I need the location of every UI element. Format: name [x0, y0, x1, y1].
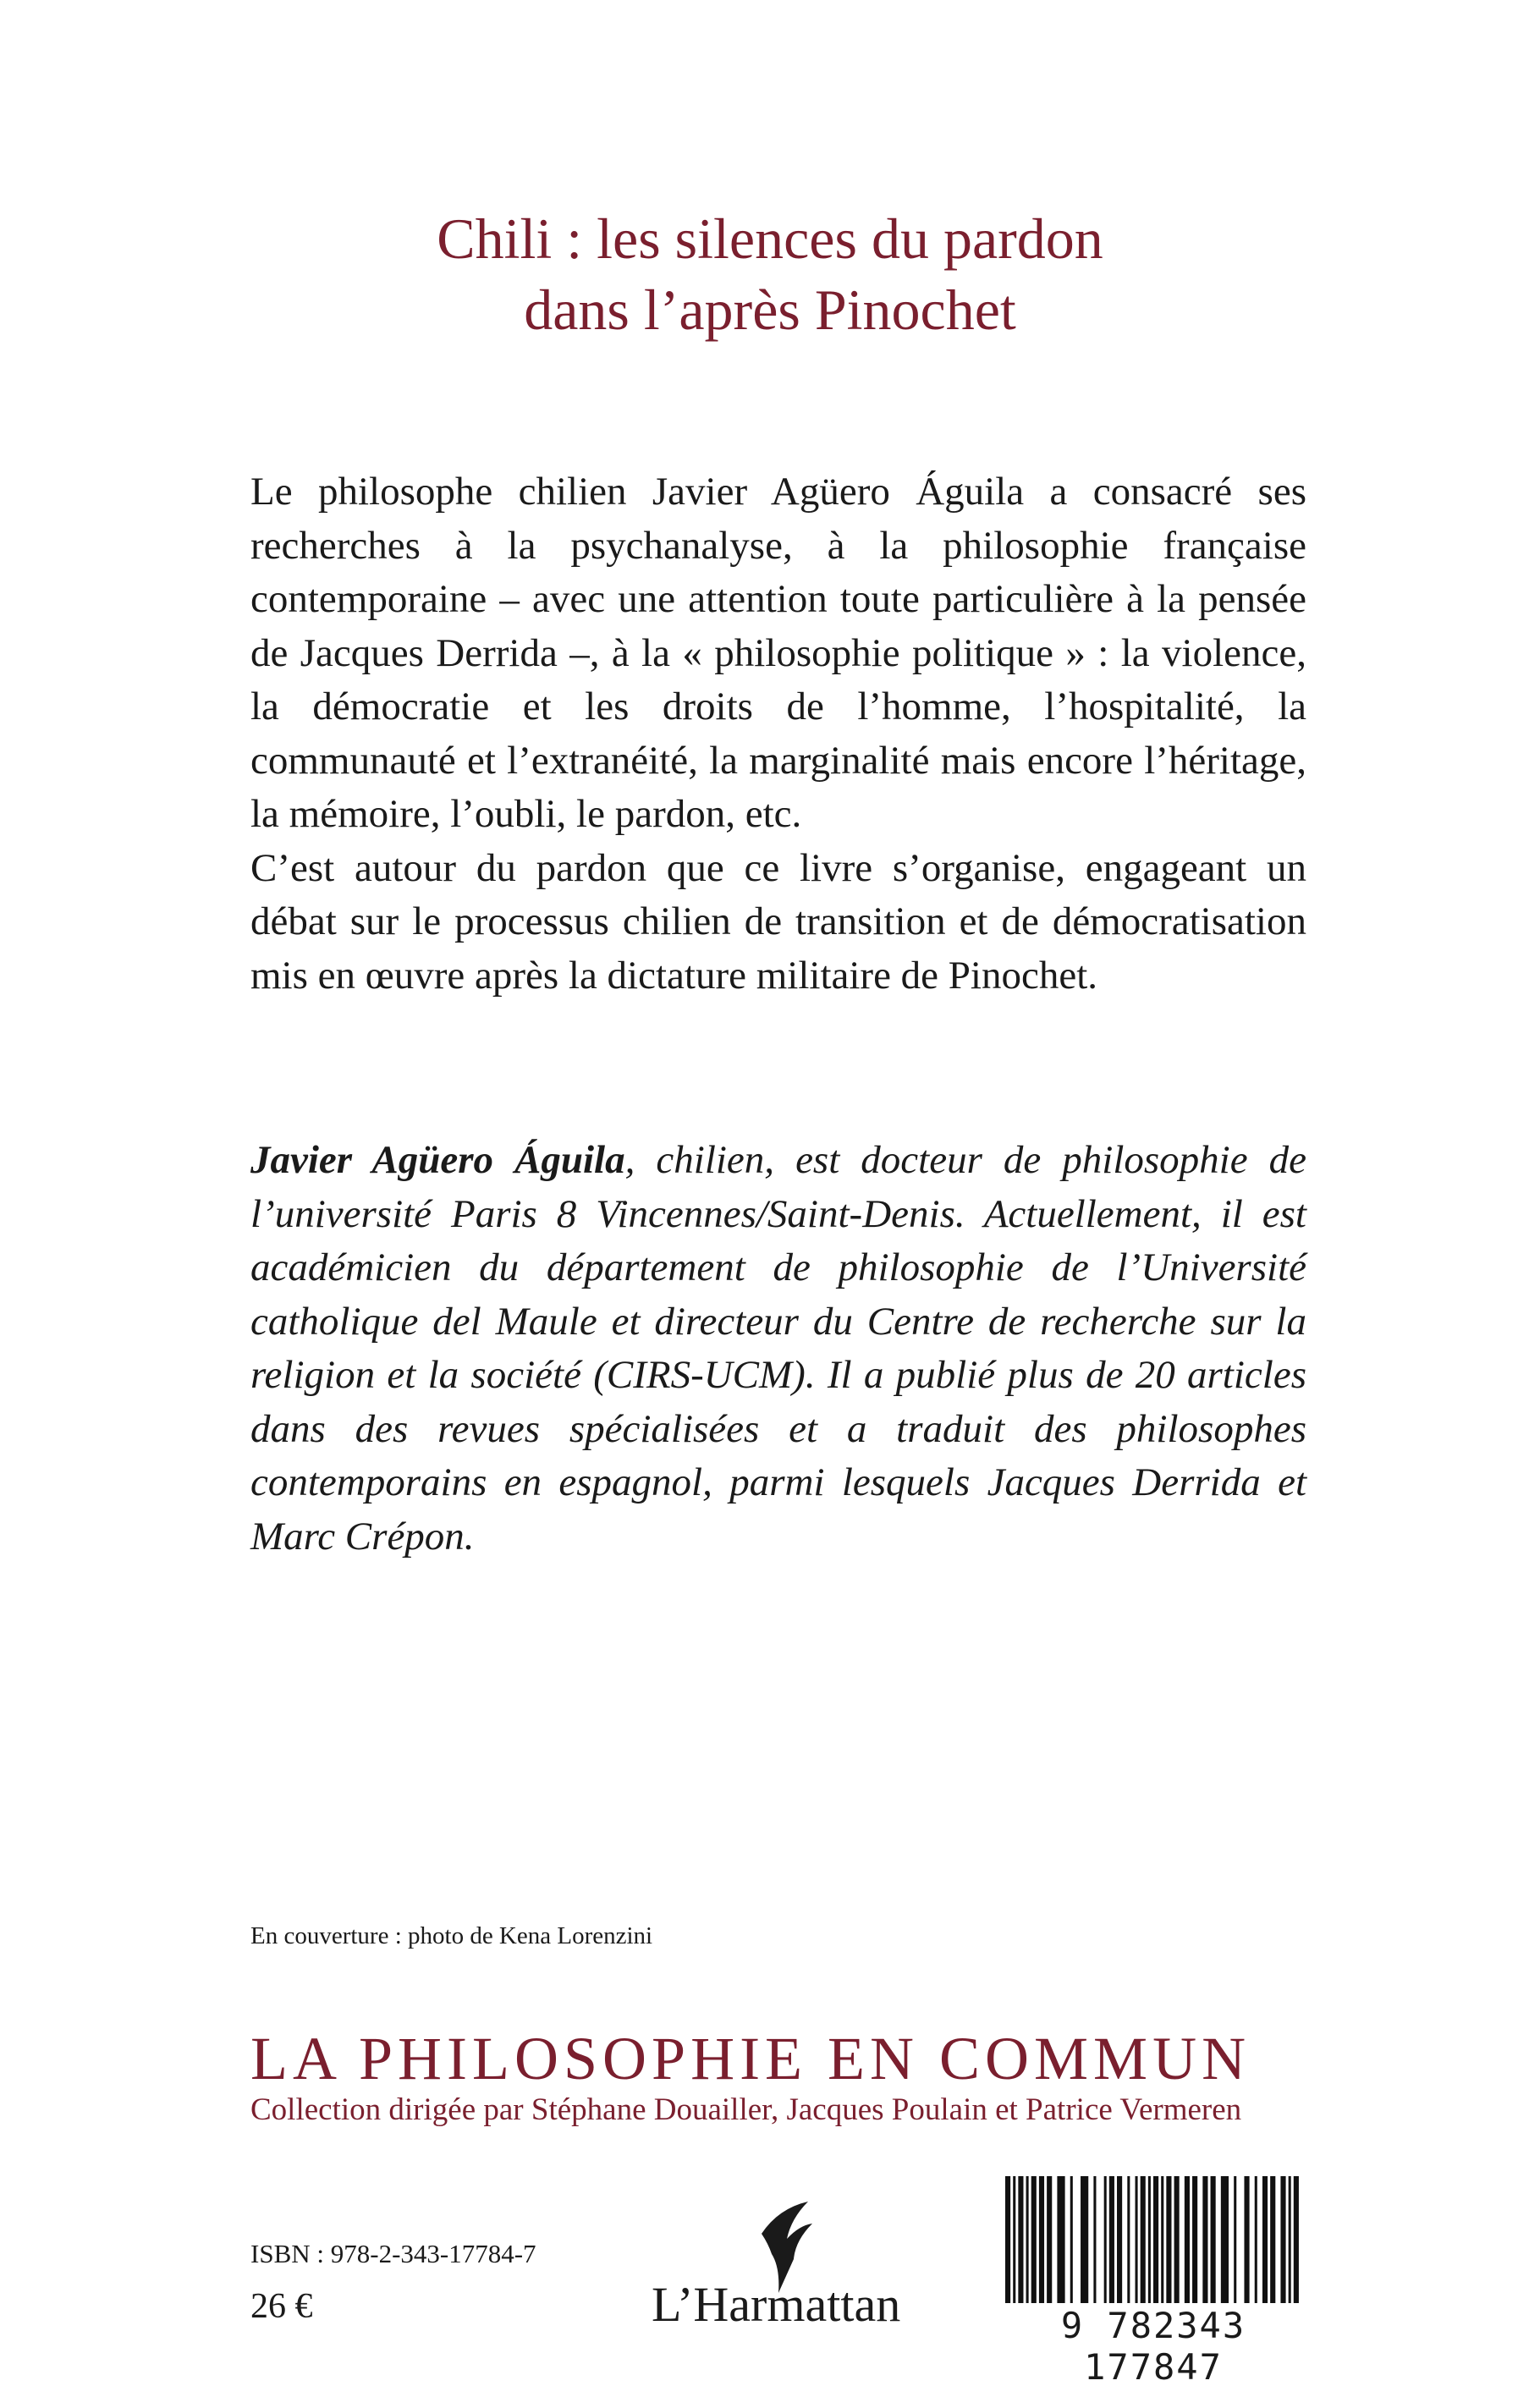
barcode-bar [1117, 2176, 1122, 2303]
summary-paragraph-1: Le philosophe chilien Javier Agüero Águila a consacré ses recherches à la psychanalyse, à la philosophie française contemporaine – avec une attention toute particulière à la pensée de Jacques Derrida –, à la « philosophie politique » : la violence, la démocratie et les droits de l’homme, l’hospitalité, la communauté et l’extranéité, la marginalité mais encore l’héritage, la mémoire, l’oubli, le pardon, etc. [250, 470, 1306, 836]
cover-credit: En couverture : photo de Kena Lorenzini [250, 1922, 653, 1949]
barcode-bar [1026, 2176, 1029, 2303]
barcode-bar [1039, 2176, 1044, 2303]
barcode-bar [1174, 2176, 1180, 2303]
barcode-bar [1185, 2176, 1190, 2303]
barcode-bar [1262, 2176, 1268, 2303]
summary-paragraph-2: C’est autour du pardon que ce livre s’organise, engageant un débat sur le processus chilien de transition et de démocratisation mis en œuvre après la dictature militaire de Pinochet. [250, 845, 1306, 998]
book-summary [250, 465, 1306, 1003]
barcode-bar [1031, 2176, 1037, 2303]
barcode-bar [1234, 2176, 1236, 2303]
barcode-bar [1270, 2176, 1275, 2303]
price: 26 € [250, 2287, 313, 2326]
barcode-bar [1153, 2176, 1158, 2303]
barcode-bar [1255, 2176, 1257, 2303]
barcode-bar [1070, 2176, 1073, 2303]
publisher-logo [652, 2200, 905, 2335]
publisher-name: L’Harmattan [652, 2277, 901, 2332]
barcode-bar [1013, 2176, 1015, 2303]
collection-title: LA PHILOSOPHIE EN COMMUN [250, 2025, 1251, 2092]
barcode-bar [1294, 2176, 1299, 2303]
barcode-bar [1192, 2176, 1197, 2303]
barcode-bar [1221, 2176, 1229, 2303]
barcode-digits: 9 782343 177847 [1060, 2305, 1246, 2388]
author-name: Javier Agüero Águila [250, 1138, 625, 1182]
barcode-bars [988, 2176, 1318, 2303]
barcode-bar [1005, 2176, 1010, 2303]
barcode-bar [1166, 2176, 1171, 2303]
barcode-bar [1148, 2176, 1151, 2303]
barcode-bar [1109, 2176, 1114, 2303]
barcode-bar [1018, 2176, 1023, 2303]
barcode-bar [1093, 2176, 1096, 2303]
barcode-bar [1127, 2176, 1130, 2303]
book-title-line-2: dans l’après Pinochet [524, 278, 1016, 342]
book-title-line-1: Chili : les silences du pardon [437, 206, 1103, 271]
barcode-bar [1047, 2176, 1052, 2303]
barcode-bar [1280, 2176, 1285, 2303]
barcode-bar [1057, 2176, 1064, 2303]
isbn: ISBN : 978-2-343-17784-7 [250, 2239, 536, 2268]
author-bio-text: , chilien, est docteur de philosophie de l’université Paris 8 Vincennes/Saint-Denis. Actuellement, il est académicien du département de philosophie de l’Université catholique del Maule et directeur du Centre de recherche sur la religion et la société (CIRS-UCM). Il a publié plus de 20 articles dans des revues spécialisées et a traduit des philosophes contemporains en espagnol, parmi lesquels Jacques Derrida et Marc Crépon. [250, 1138, 1306, 1559]
barcode-bar [1211, 2176, 1216, 2303]
barcode [988, 2176, 1318, 2388]
barcode-bar [1081, 2176, 1088, 2303]
author-bio [250, 1134, 1306, 1564]
barcode-bar [1141, 2176, 1146, 2303]
barcode-bar [1244, 2176, 1249, 2303]
barcode-bar [1202, 2176, 1207, 2303]
barcode-bar [1104, 2176, 1107, 2303]
collection-directors: Collection dirigée par Stéphane Douailler, Jacques Poulain et Patrice Vermeren [250, 2092, 1242, 2127]
barcode-bar [1289, 2176, 1291, 2303]
barcode-bar [1161, 2176, 1163, 2303]
book-title [250, 203, 1290, 345]
barcode-bar [1136, 2176, 1138, 2303]
